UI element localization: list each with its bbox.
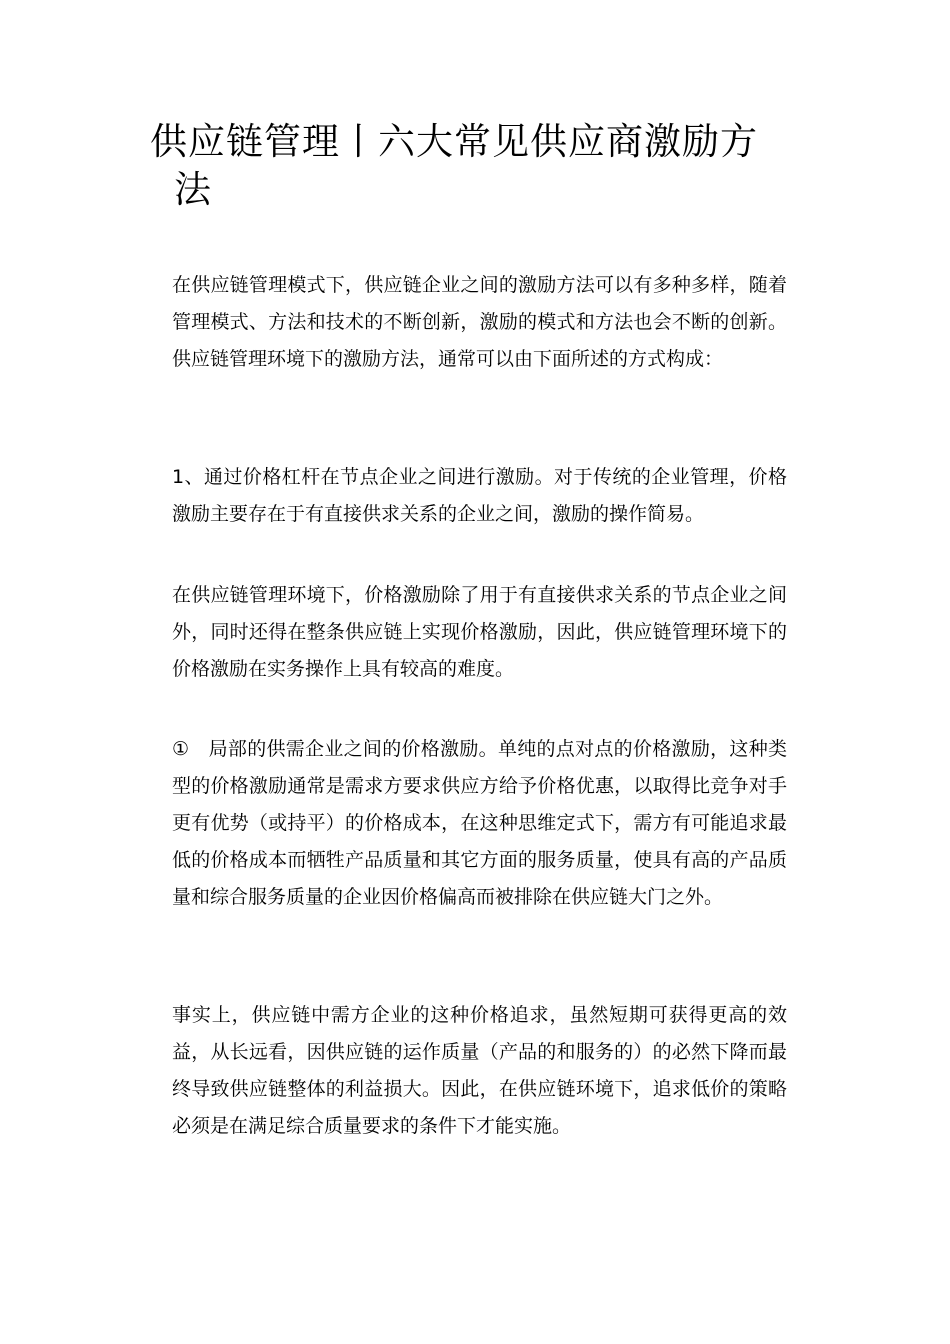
paragraph-intro: 在供应链管理模式下，供应链企业之间的激励方法可以有多种多样，随着管理模式、方法和技术的不断创新，激励的模式和方法也会不断的创新。供应链管理环境下的激励方法，通常可以由下面所述的方式构成： bbox=[172, 274, 787, 370]
document-title: 供应链管理丨六大常见供应商激励方 法 bbox=[150, 120, 758, 211]
paragraph-local-price-incentive: ① 局部的供需企业之间的价格激励。单纯的点对点的价格激励，这种类型的价格激励通常是需求方要求供应方给予价格优惠，以取得比竞争对手更有优势（或持平）的价格成本，在这种思维定式下，需方有可能追求最低的价格成本而牺牲产品质量和其它方面的服务质量，使具有高的产品质量和综合服务质量的企业因价格偏高而被排除在供应链大门之外。 bbox=[172, 738, 787, 908]
paragraph-in-fact: 事实上，供应链中需方企业的这种价格追求，虽然短期可获得更高的效益，从长远看，因供应链的运作质量（产品的和服务的）的必然下降而最终导致供应链整体的利益损大。因此，在供应链环境下，追求低价的策略必须是在满足综合质量要求的条件下才能实施。 bbox=[172, 1004, 787, 1137]
paragraph-price-lever: 1、通过价格杠杆在节点企业之间进行激励。对于传统的企业管理，价格激励主要存在于有直接供求关系的企业之间，激励的操作简易。 bbox=[172, 466, 787, 525]
paragraph-supply-chain-price: 在供应链管理环境下，价格激励除了用于有直接供求关系的节点企业之间外，同时还得在整条供应链上实现价格激励，因此，供应链管理环境下的价格激励在实务操作上具有较高的难度。 bbox=[172, 584, 787, 680]
